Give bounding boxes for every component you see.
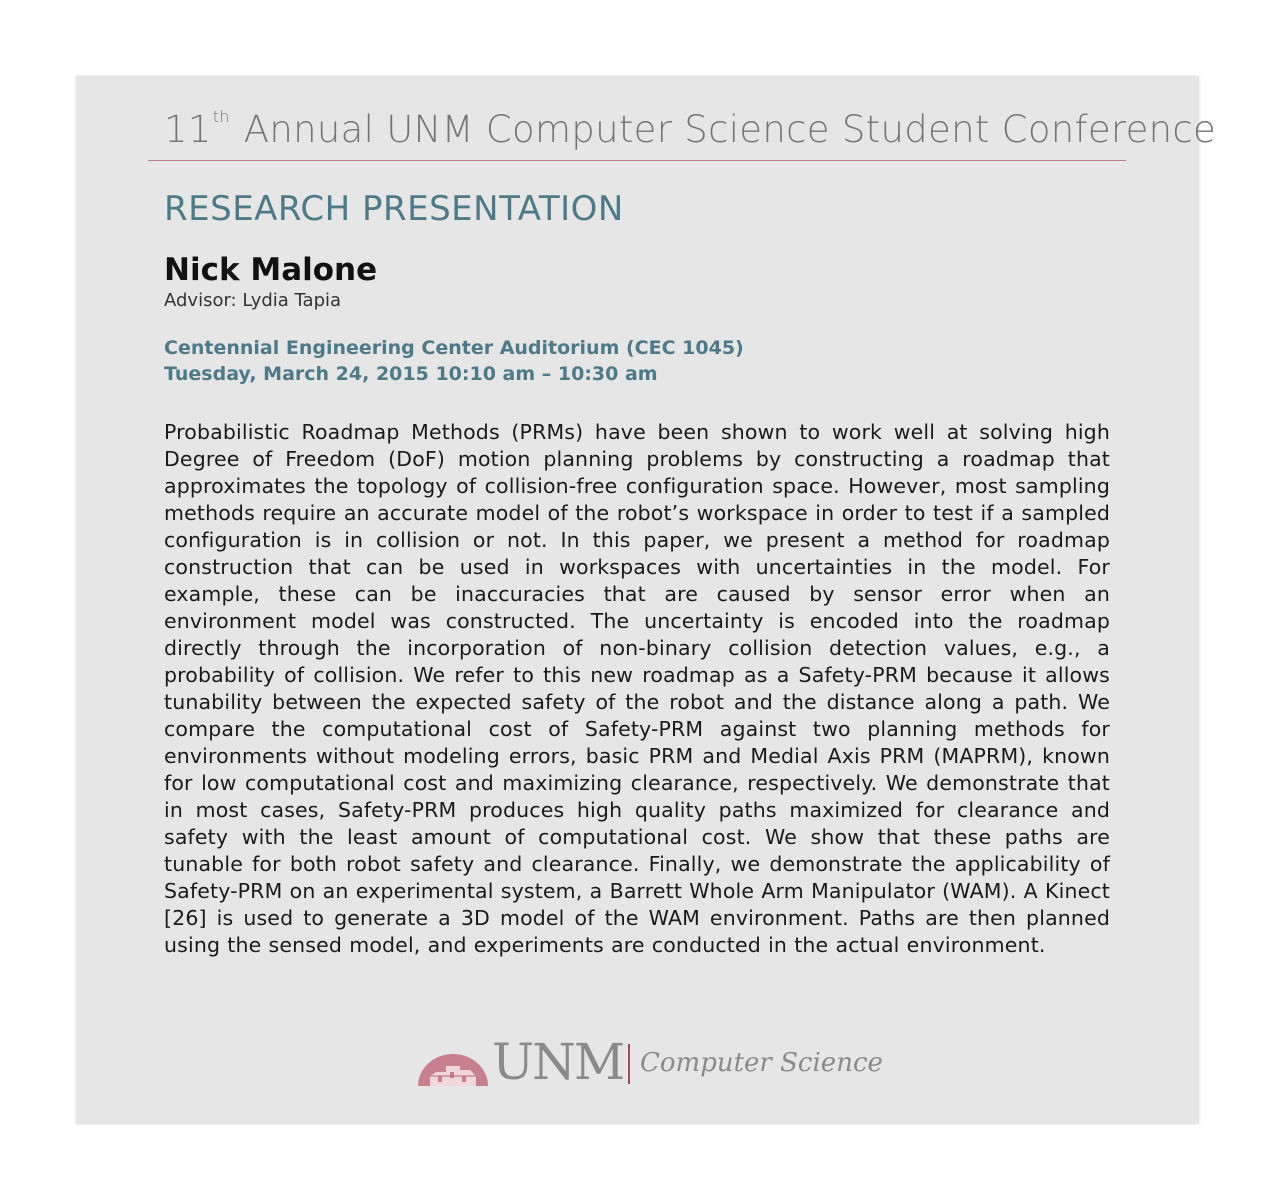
unm-building-logo-icon <box>416 1036 490 1088</box>
logo-department: Computer Science <box>640 1048 883 1078</box>
session-location: Centennial Engineering Center Auditorium (CEC 1045) <box>164 337 744 359</box>
logo-wordmark: UNM <box>492 1033 624 1091</box>
section-label: RESEARCH PRESENTATION <box>164 189 624 229</box>
logo-separator <box>628 1044 630 1084</box>
conference-title-text: Annual UNM Computer Science Student Conference <box>243 108 1217 151</box>
conference-ordinal: 11 <box>164 108 212 151</box>
presenter-name: Nick Malone <box>164 252 378 288</box>
header-divider <box>148 160 1126 161</box>
event-card <box>76 76 1217 1124</box>
session-datetime: Tuesday, March 24, 2015 10:10 am – 10:30 am <box>164 363 658 385</box>
conference-title <box>164 92 1217 155</box>
conference-ordinal-suffix: th <box>212 107 230 126</box>
abstract-text: Probabilistic Roadmap Methods (PRMs) have been shown to work well at solving high Degree of Freedom (DoF) motion planning problems by constructing a roadmap that approximates the topology of collision-free configuration space. However, most sampling methods require an accurate model of the robot’s workspace in order to test if a sampled configuration is in collision or not. In this paper, we present a method for roadmap construction that can be used in workspaces with uncertainties in the model. For example, these can be inaccuracies that are caused by sensor error when an environment model was constructed. The uncertainty is encoded into the roadmap directly through the incorporation of non-binary collision detection values, e.g., a probability of collision. We refer to this new roadmap as a Safety-PRM because it allows tunability between the expected safety of the robot and the distance along a path. We compare the computational cost of Safety-PRM against two planning methods for environments without modeling errors, basic PRM and Medial Axis PRM (MAPRM), known for low computational cost and maximizing clearance, respectively. We demonstrate that in most cases, Safety-PRM produces high quality paths maximized for clearance and safety with the least amount of computational cost. We show that these paths are tunable for both robot safety and clearance. Finally, we demonstrate the applicability of Safety-PRM on an experimental system, a Barrett Whole Arm Manipulator (WAM). A Kinect [26] is used to generate a 3D model of the WAM environment. Paths are then planned using the sensed model, and experiments are conducted in the actual environment. <box>164 420 1110 957</box>
unm-cs-logo <box>416 1033 883 1091</box>
advisor-line: Advisor: Lydia Tapia <box>164 290 342 311</box>
